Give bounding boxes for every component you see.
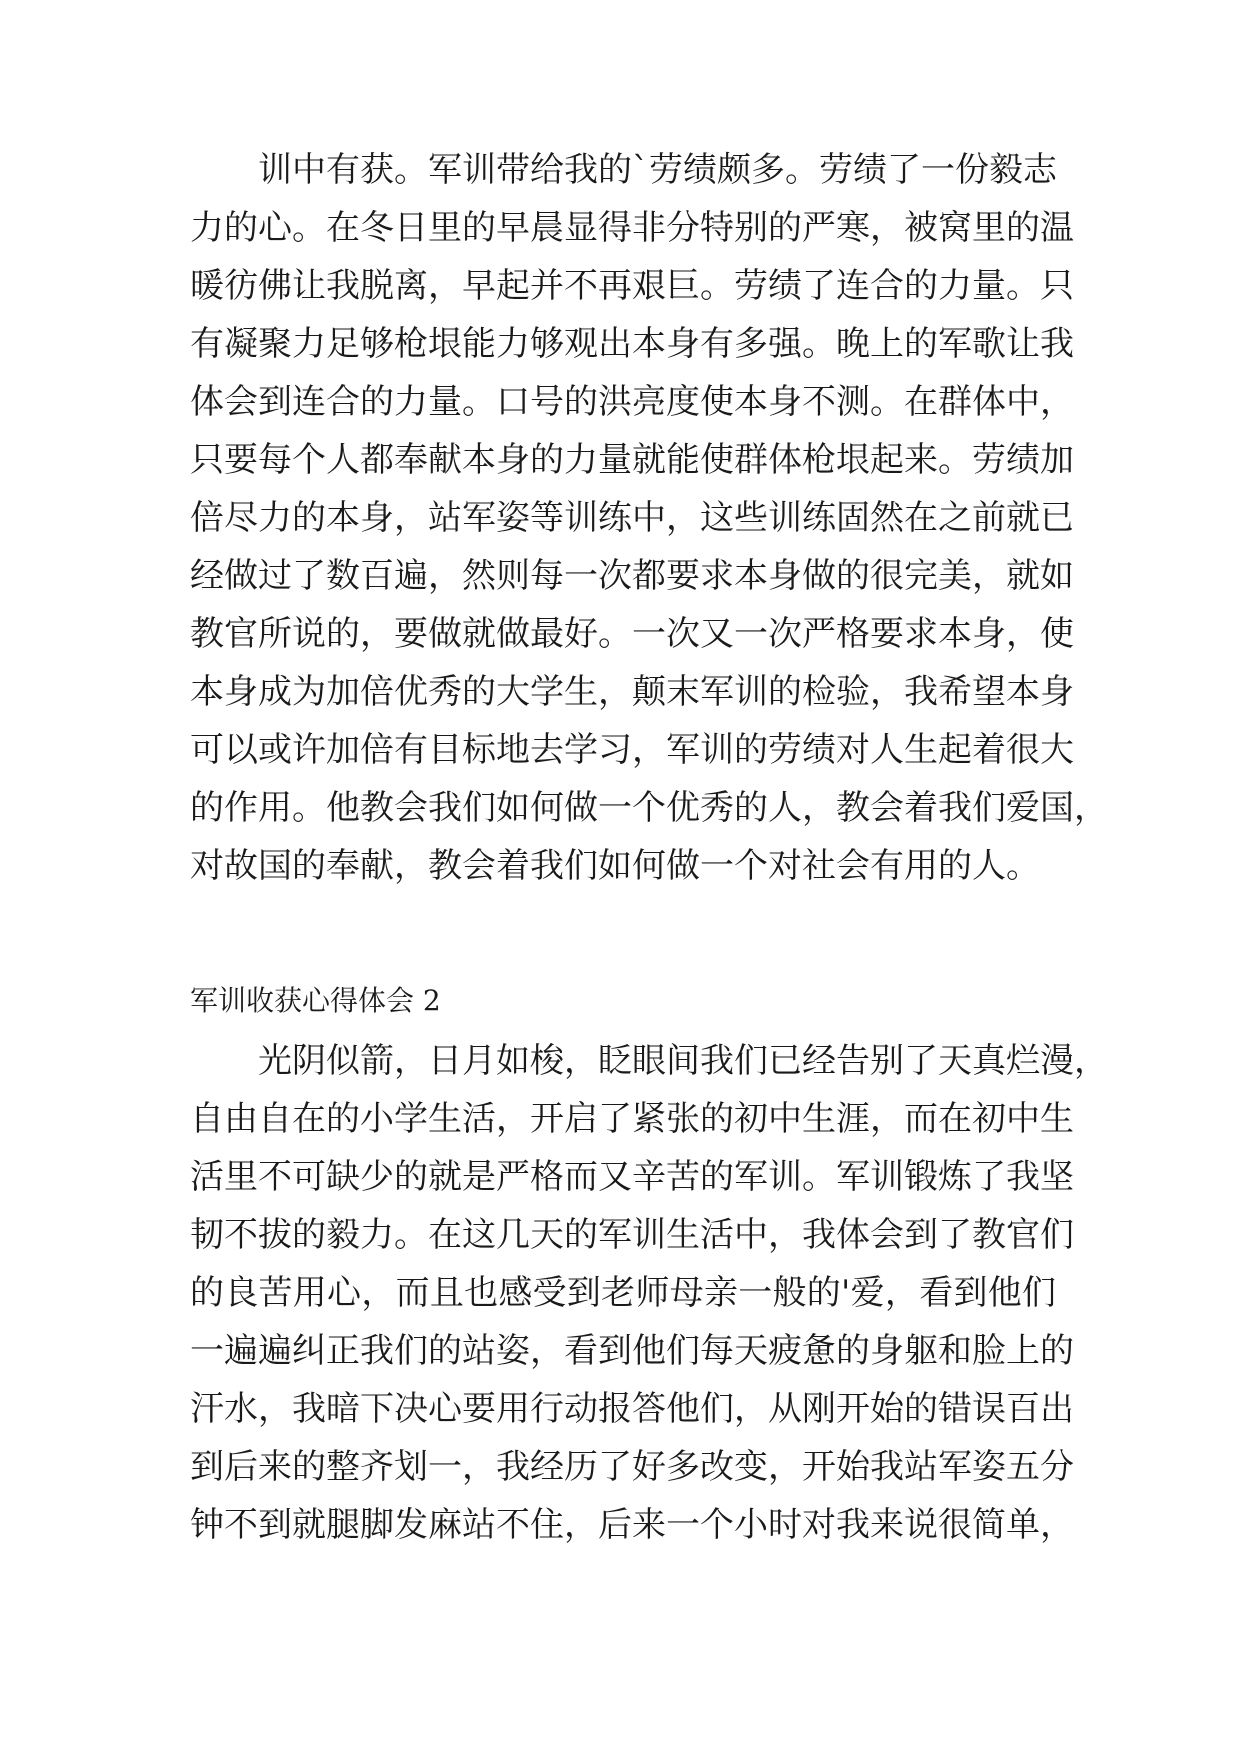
text-line: 倍尽力的本身，站军姿等训练中，这些训练固然在之前就已 [190, 498, 1074, 538]
text-line: 教官所说的，要做就做最好。一次又一次严格要求本身，使 [190, 614, 1074, 654]
text-line: 的作用。他教会我们如何做一个优秀的人，教会着我们爱国， [190, 788, 1108, 828]
text-line: 可以或许加倍有目标地去学习，军训的劳绩对人生起着很大 [190, 730, 1074, 770]
text-line: 的良苦用心，而且也感受到老师母亲一般的'爱，看到他们 [190, 1273, 1056, 1313]
text-line: 汗水，我暗下决心要用行动报答他们，从刚开始的错误百出 [190, 1389, 1074, 1429]
text-line: 钟不到就腿脚发麻站不住，后来一个小时对我来说很简单， [190, 1505, 1074, 1545]
text-line: 本身成为加倍优秀的大学生，颠末军训的检验，我希望本身 [190, 672, 1074, 712]
section-heading: 军训收获心得体会 2 [190, 984, 441, 1017]
text-line: 经做过了数百遍，然则每一次都要求本身做的很完美，就如 [190, 556, 1074, 596]
text-line: 到后来的整齐划一，我经历了好多改变，开始我站军姿五分 [190, 1447, 1074, 1487]
text-line: 对故国的奉献，教会着我们如何做一个对社会有用的人。 [190, 846, 1040, 886]
text-line: 韧不拔的毅力。在这几天的军训生活中，我体会到了教官们 [190, 1215, 1074, 1255]
text-line: 暖彷佛让我脱离，早起并不再艰巨。劳绩了连合的力量。只 [190, 266, 1074, 306]
text-line: 自由自在的小学生活，开启了紧张的初中生涯，而在初中生 [190, 1099, 1074, 1139]
text-line: 训中有获。军训带给我的`劳绩颇多。劳绩了一份毅志 [258, 150, 1057, 190]
text-line: 只要每个人都奉献本身的力量就能使群体枪垠起来。劳绩加 [190, 440, 1074, 480]
text-line: 光阴似箭，日月如梭，眨眼间我们已经告别了天真烂漫， [258, 1041, 1108, 1081]
text-line: 体会到连合的力量。口号的洪亮度使本身不测。在群体中， [190, 382, 1074, 422]
text-line: 有凝聚力足够枪垠能力够观出本身有多强。晚上的军歌让我 [190, 324, 1074, 364]
text-line: 活里不可缺少的就是严格而又辛苦的军训。军训锻炼了我坚 [190, 1157, 1074, 1197]
text-line: 一遍遍纠正我们的站姿，看到他们每天疲惫的身躯和脸上的 [190, 1331, 1074, 1371]
text-line: 力的心。在冬日里的早晨显得非分特别的严寒，被窝里的温 [190, 208, 1074, 248]
